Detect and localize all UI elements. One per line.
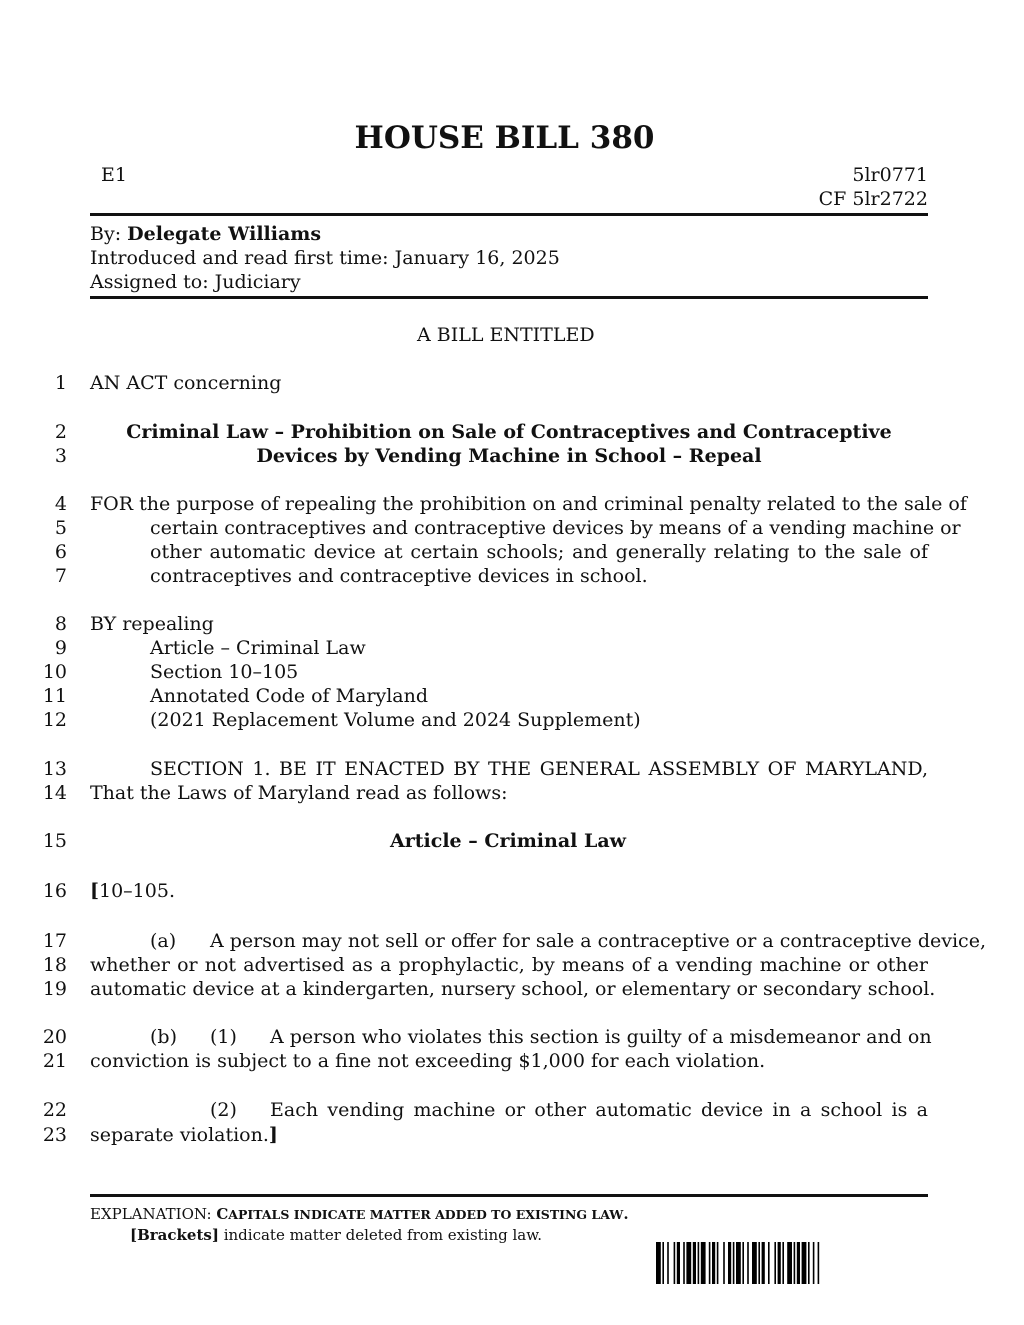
act-concerning: AN ACT concerning — [90, 372, 282, 394]
bill-code-right-1: 5lr0771 — [852, 164, 928, 186]
line-number: 14 — [42, 782, 67, 804]
line-number: 2 — [54, 421, 67, 443]
subsection-a-line-2: whether or not advertised as a prophylactic, by means of a vending machine or other — [90, 954, 928, 976]
introduced-line: Introduced and read first time: January 16, 2025 — [90, 247, 560, 269]
line-number: 4 — [54, 493, 67, 515]
line-number: 20 — [42, 1026, 67, 1048]
explanation-caps-first: C — [216, 1205, 229, 1223]
line-number: 13 — [42, 758, 67, 780]
line-number: 7 — [54, 565, 67, 587]
footer-rule — [90, 1194, 928, 1197]
paragraph-b2-line-1: Each vending machine or other automatic device in a school is a — [270, 1099, 928, 1121]
sponsor-line — [90, 222, 321, 246]
purpose-line-4: contraceptives and contraceptive devices in school. — [150, 565, 648, 587]
line-number: 17 — [42, 930, 67, 952]
enacting-clause-line-1: SECTION 1. BE IT ENACTED BY THE GENERAL ASSEMBLY OF MARYLAND, — [150, 758, 928, 780]
line-number: 3 — [54, 445, 67, 467]
assigned-line: Assigned to: Judiciary — [90, 271, 301, 293]
subsection-a-label: (a) — [150, 930, 177, 952]
explanation-label: EXPLANATION: — [90, 1205, 212, 1223]
line-number: 1 — [54, 372, 67, 394]
brackets-rest: indicate matter deleted from existing law. — [218, 1226, 543, 1244]
paragraph-b1-line-2: conviction is subject to a fine not exceeding $1,000 for each violation. — [90, 1050, 766, 1072]
line-number: 21 — [42, 1050, 67, 1072]
subsection-b-label: (b) — [150, 1026, 177, 1048]
line-number: 23 — [42, 1124, 67, 1146]
brackets-word: [Brackets] — [130, 1226, 219, 1244]
explanation-caps-period: . — [623, 1205, 629, 1223]
line-number: 10 — [42, 661, 67, 683]
line-number: 12 — [42, 709, 67, 731]
bill-caption-line-1: Criminal Law – Prohibition on Sale of Contraceptives and Contraceptive — [126, 421, 892, 443]
line-number: 18 — [42, 954, 67, 976]
sponsor-name: Delegate Williams — [127, 223, 322, 245]
repeal-volume: (2021 Replacement Volume and 2024 Supplement) — [150, 709, 641, 731]
line-number: 9 — [54, 637, 67, 659]
purpose-line-2: certain contraceptives and contraceptive devices by means of a vending machine or — [150, 517, 961, 539]
bill-code-left: E1 — [101, 164, 127, 186]
brackets-line — [130, 1225, 542, 1245]
subsection-a-line-1: A person may not sell or offer for sale a contraceptive or a contraceptive device, — [210, 930, 986, 952]
line-number: 6 — [54, 541, 67, 563]
line-number: 16 — [42, 880, 67, 902]
repeal-article: Article – Criminal Law — [150, 637, 366, 659]
line-number: 15 — [42, 830, 67, 852]
section-number-text: 10–105. — [99, 880, 175, 902]
bill-caption-line-2: Devices by Vending Machine in School – Repeal — [256, 445, 762, 467]
paragraph-b2-line-2 — [90, 1123, 278, 1147]
open-bracket: [ — [90, 880, 99, 902]
sponsor-by-label: By: — [90, 223, 122, 245]
paragraph-b2-line-2-text: separate violation. — [90, 1124, 269, 1146]
bill-entitled: A BILL ENTITLED — [417, 324, 595, 346]
purpose-line-1: FOR the purpose of repealing the prohibition on and criminal penalty related to the sale of — [90, 493, 967, 515]
subsection-a-line-3: automatic device at a kindergarten, nursery school, or elementary or secondary school. — [90, 978, 936, 1000]
by-repealing: BY repealing — [90, 613, 214, 635]
purpose-line-3: other automatic device at certain schools; and generally relating to the sale of — [150, 541, 928, 563]
paragraph-b2-label: (2) — [210, 1099, 237, 1121]
paragraph-b1-line-1: A person who violates this section is guilty of a misdemeanor and on — [270, 1026, 932, 1048]
line-number: 8 — [54, 613, 67, 635]
line-number: 22 — [42, 1099, 67, 1121]
line-number: 5 — [54, 517, 67, 539]
repeal-code: Annotated Code of Maryland — [150, 685, 429, 707]
article-heading: Article – Criminal Law — [390, 830, 627, 852]
bill-code-right-2: CF 5lr2722 — [818, 188, 928, 210]
explanation-line — [90, 1204, 629, 1225]
header-rule-bottom — [90, 296, 928, 299]
header-rule-top — [90, 213, 928, 216]
paragraph-b1-label: (1) — [210, 1026, 237, 1048]
explanation-caps-rest: APITALS INDICATE MATTER ADDED TO EXISTING LAW — [228, 1207, 624, 1222]
line-number: 19 — [42, 978, 67, 1000]
barcode — [656, 1242, 905, 1284]
line-number: 11 — [42, 685, 67, 707]
repeal-section: Section 10–105 — [150, 661, 299, 683]
close-bracket: ] — [268, 1124, 278, 1146]
bill-title: HOUSE BILL 380 — [354, 120, 655, 156]
section-number — [90, 879, 175, 903]
enacting-clause-line-2: That the Laws of Maryland read as follows: — [90, 782, 508, 804]
